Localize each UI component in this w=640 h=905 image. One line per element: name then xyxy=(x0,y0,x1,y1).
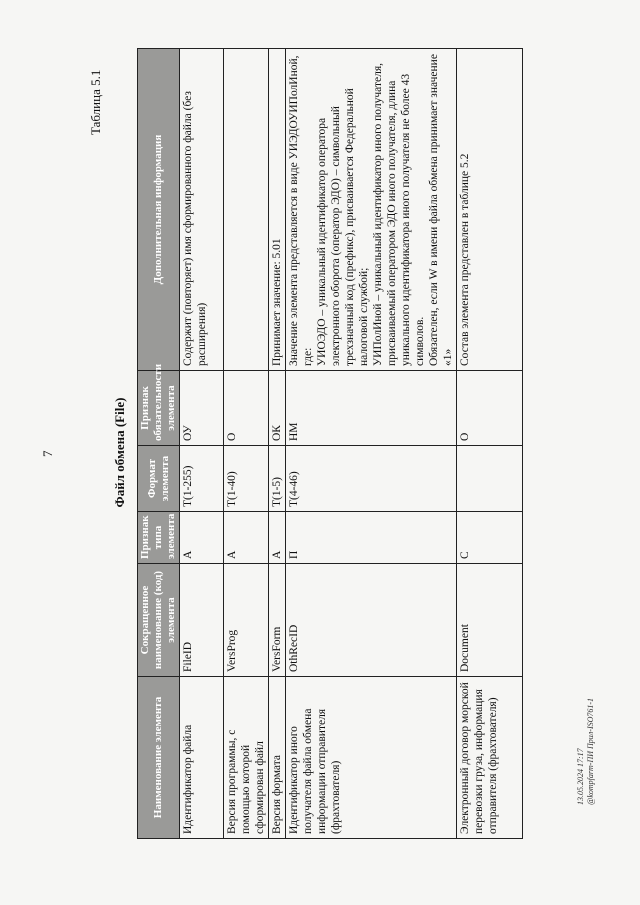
header-type: Признак типа элемента xyxy=(138,512,180,564)
cell-required: ОК xyxy=(269,371,286,446)
cell-format xyxy=(457,446,523,512)
table-row xyxy=(286,49,457,839)
cell-info xyxy=(286,49,457,371)
cell-format: T(1-5) xyxy=(269,446,286,512)
cell-name: Электронный договор морской перевозки груза, информация отправителя (фрахтователя) xyxy=(457,677,523,839)
cell-name: Версия формата xyxy=(269,677,286,839)
cell-code: VersForm xyxy=(269,564,286,677)
signature-id: @kompfarm-ПИ Прил-ISO761-1 xyxy=(586,697,595,805)
info-line: Содержит (повторяет) имя сформированного файла (без расширения) xyxy=(182,91,208,366)
header-required: Признак обязательности элемента xyxy=(138,371,180,446)
cell-info xyxy=(457,49,523,371)
info-line: Обязателен, если W в имени файла обмена принимает значение «1» xyxy=(428,54,454,366)
table-row xyxy=(269,49,286,839)
cell-name: Идентификатор иного получателя файла обмена информации отправителя (фрахтователя) xyxy=(286,677,457,839)
header-format: Формат элемента xyxy=(138,446,180,512)
cell-code: OthRecID xyxy=(286,564,457,677)
info-line: УИОЭДО – уникальный идентификатор оператора электронного оборота (оператор ЭДО) – символьный трехзначный код (префикс), присваивается Федеральной налоговой службой; xyxy=(316,88,370,366)
header-name: Наименование элемента xyxy=(138,677,180,839)
info-line: Состав элемента представлен в таблице 5.2 xyxy=(459,153,471,366)
cell-format: T(1-40) xyxy=(224,446,269,512)
cell-info xyxy=(224,49,269,371)
header-code: Сокращенное наименование (код) элемента xyxy=(138,564,180,677)
cell-info xyxy=(269,49,286,371)
info-line: УИПолИной – уникальный идентификатор иного получателя, присваиваемый оператором ЭДО иного получателя, длина уникального идентификатора иного получателя не более 43 символов. xyxy=(372,62,426,366)
cell-type: A xyxy=(180,512,224,564)
cell-code: Document xyxy=(457,564,523,677)
header-info: Дополнительная информация xyxy=(138,49,180,371)
table-header-row xyxy=(138,49,180,839)
cell-format: T(4-46) xyxy=(286,446,457,512)
table-row xyxy=(457,49,523,839)
cell-required: ОУ xyxy=(180,371,224,446)
signature-date: 13.05.2024 17:17 xyxy=(576,748,585,805)
cell-type: A xyxy=(224,512,269,564)
cell-required: О xyxy=(224,371,269,446)
signature-stamp xyxy=(576,698,596,805)
elements-table xyxy=(137,48,523,839)
cell-required: НМ xyxy=(286,371,457,446)
cell-name: Идентификатор файла xyxy=(180,677,224,839)
info-line: Принимает значение: 5.01 xyxy=(271,238,283,366)
info-line: Значение элемента представляется в виде УИЭДОУИПолИной, где: xyxy=(288,55,314,366)
cell-code: VersProg xyxy=(224,564,269,677)
page-number: 7 xyxy=(40,450,55,457)
cell-type: С xyxy=(457,512,523,564)
cell-info xyxy=(180,49,224,371)
table-title: Файл обмена (File) xyxy=(112,397,127,508)
cell-type: П xyxy=(286,512,457,564)
table-label: Таблица 5.1 xyxy=(88,69,103,135)
cell-name: Версия программы, с помощью которой сформирован файл xyxy=(224,677,269,839)
table-row xyxy=(224,49,269,839)
cell-type: A xyxy=(269,512,286,564)
table-row xyxy=(180,49,224,839)
cell-required: О xyxy=(457,371,523,446)
cell-format: T(1-255) xyxy=(180,446,224,512)
cell-code: FileID xyxy=(180,564,224,677)
